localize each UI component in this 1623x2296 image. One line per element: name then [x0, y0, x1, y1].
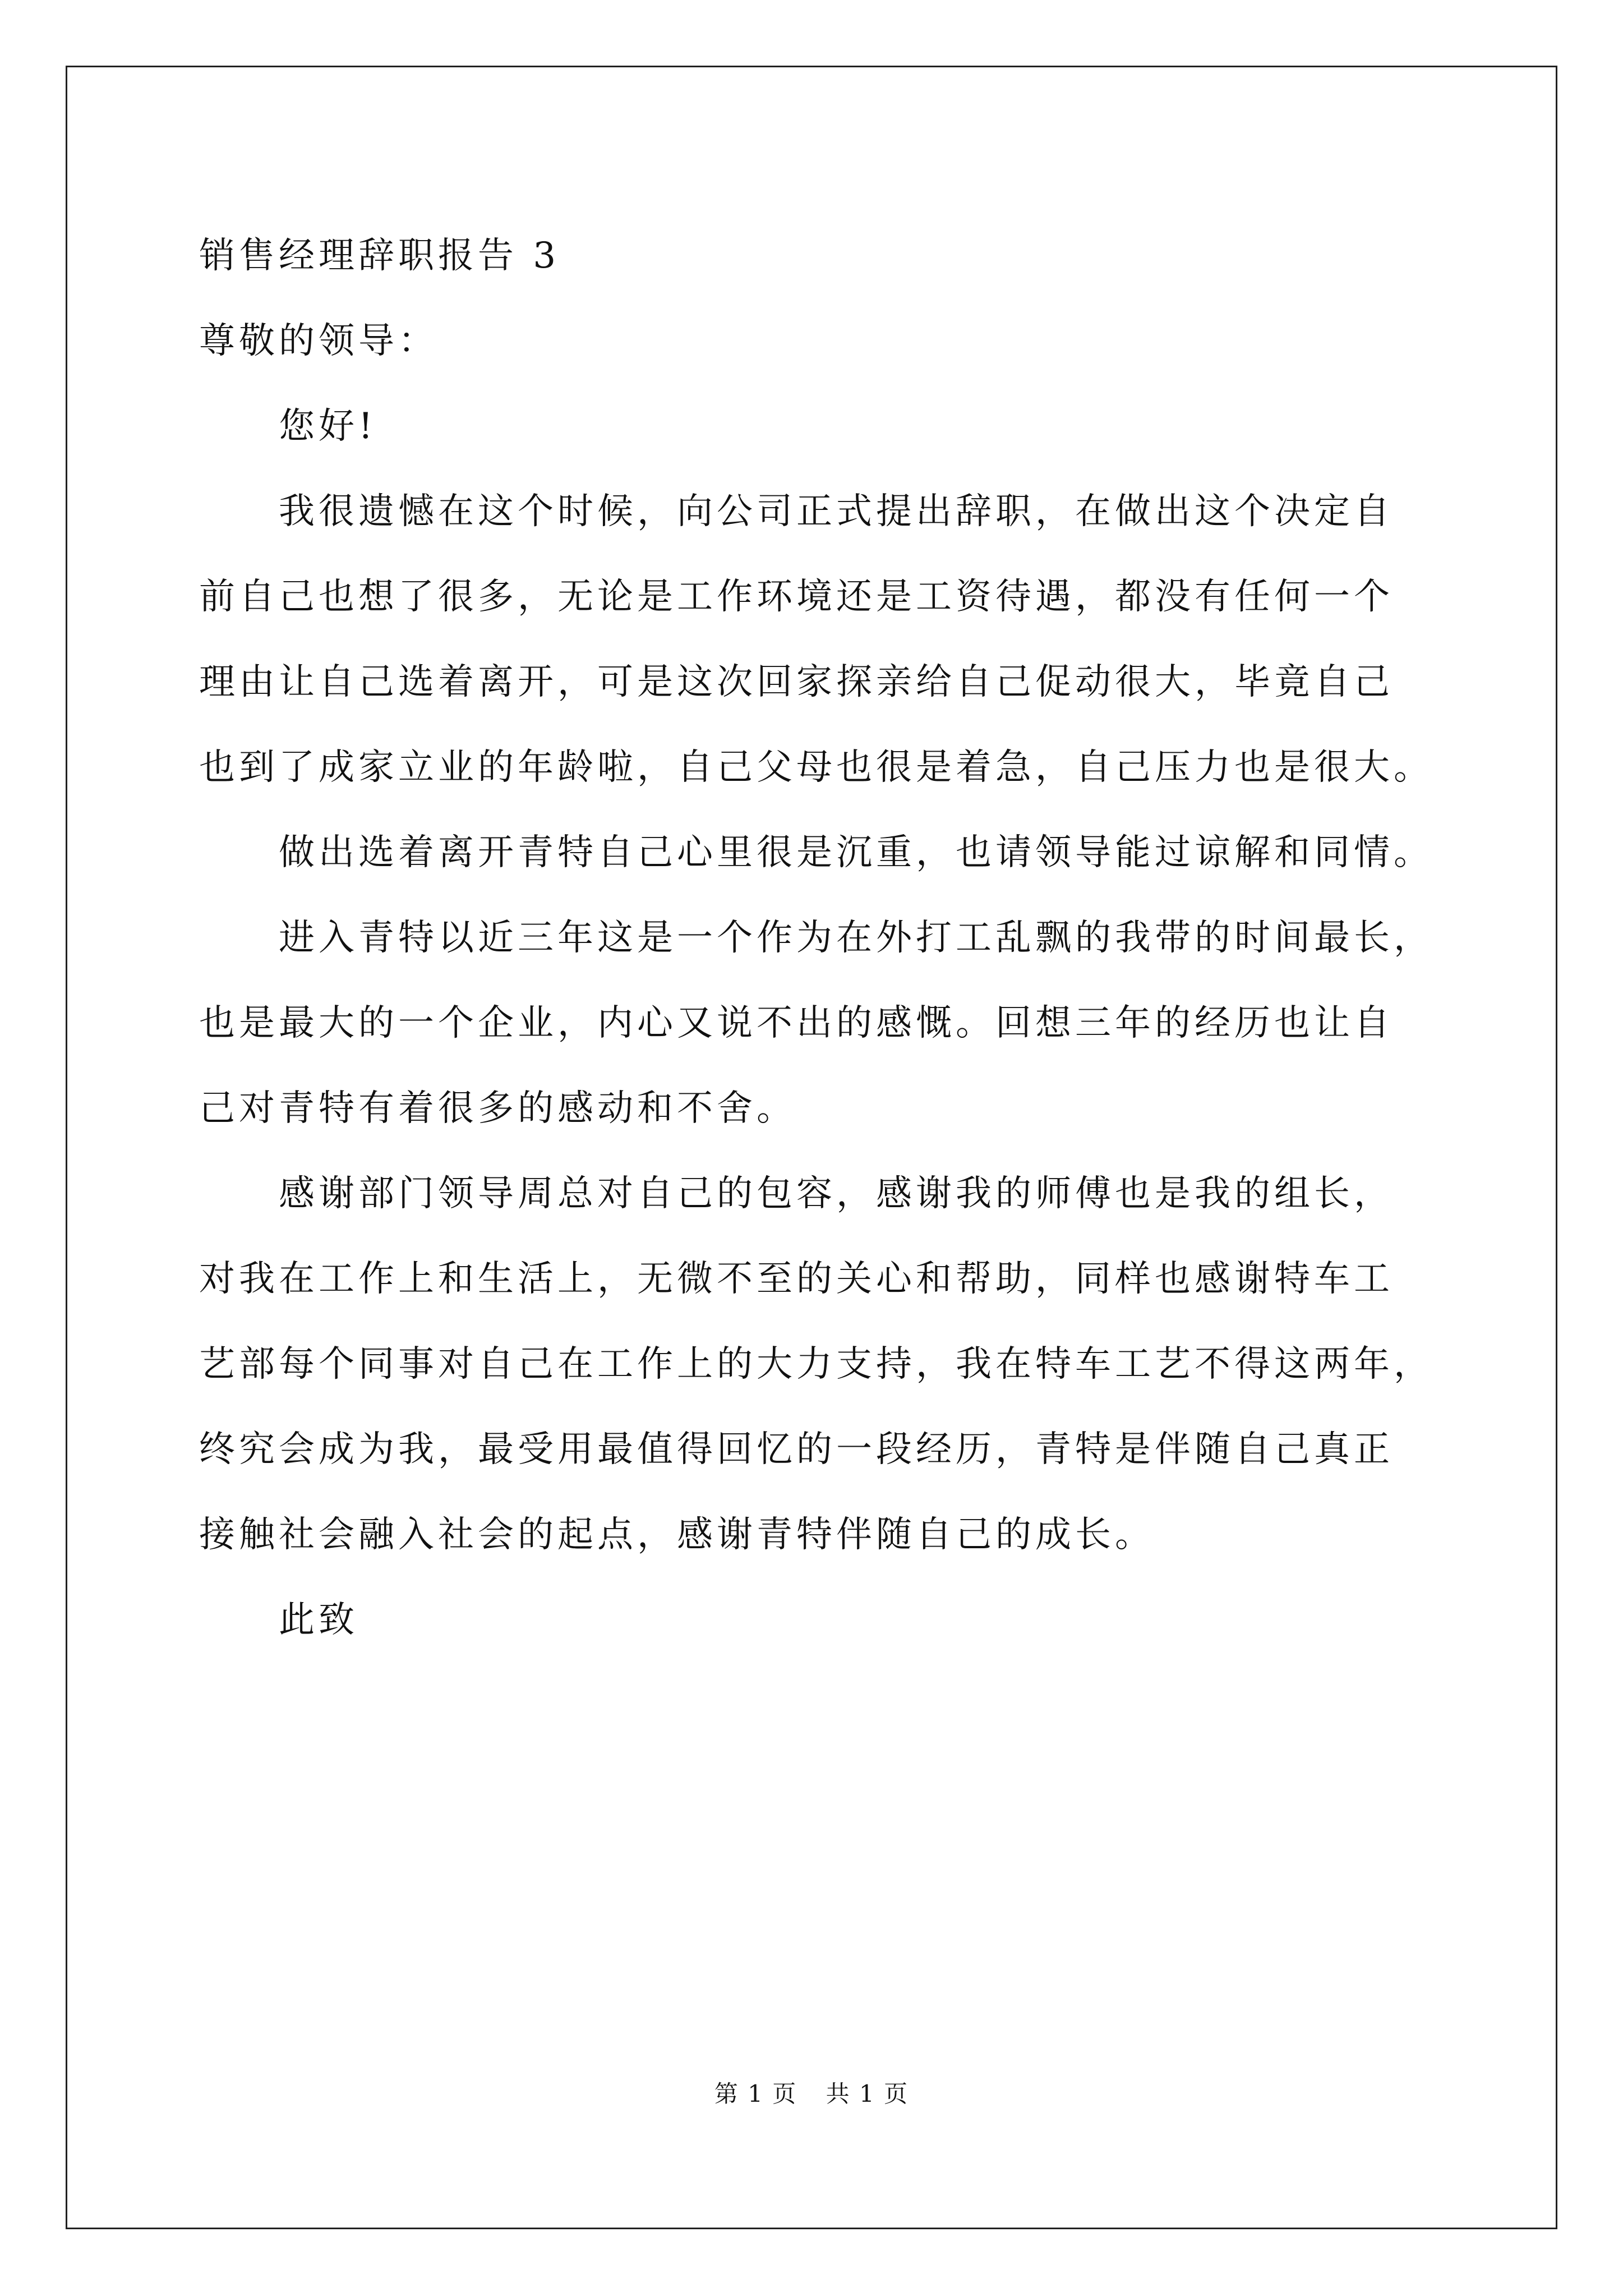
- body-line: 也到了成家立业的年龄啦，自己父母也很是着急，自己压力也是很大。: [199, 747, 1433, 788]
- body-line: 终究会成为我，最受用最值得回忆的一段经历，青特是伴随自己真正: [199, 1429, 1394, 1470]
- body-line: 接触社会融入社会的起点，感谢青特伴随自己的成长。: [199, 1514, 1155, 1556]
- salutation: 尊敬的领导：: [199, 320, 438, 362]
- page-number: 第 1 页: [714, 2080, 797, 2108]
- greeting: 您好!: [279, 406, 377, 447]
- document-body: [199, 213, 1450, 1663]
- body-line: 理由让自己选着离开，可是这次回家探亲给自己促动很大，毕竟自己: [199, 661, 1394, 703]
- page-total: 共 1 页: [826, 2080, 909, 2108]
- body-paragraphs: [199, 469, 1450, 1577]
- body-line: 艺部每个同事对自己在工作上的大力支持，我在特车工艺不得这两年，: [199, 1343, 1433, 1385]
- page-footer: [0, 2076, 1623, 2109]
- body-line: 进入青特以近三年这是一个作为在外打工乱飘的我带的时间最长，: [279, 917, 1433, 959]
- body-line: 也是最大的一个企业，内心又说不出的感慨。回想三年的经历也让自: [199, 1002, 1394, 1044]
- body-line: 做出选着离开青特自己心里很是沉重，也请领导能过谅解和同情。: [279, 832, 1433, 873]
- body-line: 己对青特有着很多的感动和不舍。: [199, 1088, 796, 1129]
- body-line: 前自己也想了很多，无论是工作环境还是工资待遇，都没有任何一个: [199, 576, 1394, 618]
- closing: 此致: [279, 1599, 358, 1641]
- document-title: 销售经理辞职报告 3: [199, 235, 560, 277]
- body-line: 感谢部门领导周总对自己的包容，感谢我的师傅也是我的组长，: [279, 1173, 1394, 1214]
- body-line: 我很遗憾在这个时候，向公司正式提出辞职，在做出这个决定自: [279, 491, 1394, 532]
- body-line: 对我在工作上和生活上，无微不至的关心和帮助，同样也感谢特车工: [199, 1258, 1394, 1300]
